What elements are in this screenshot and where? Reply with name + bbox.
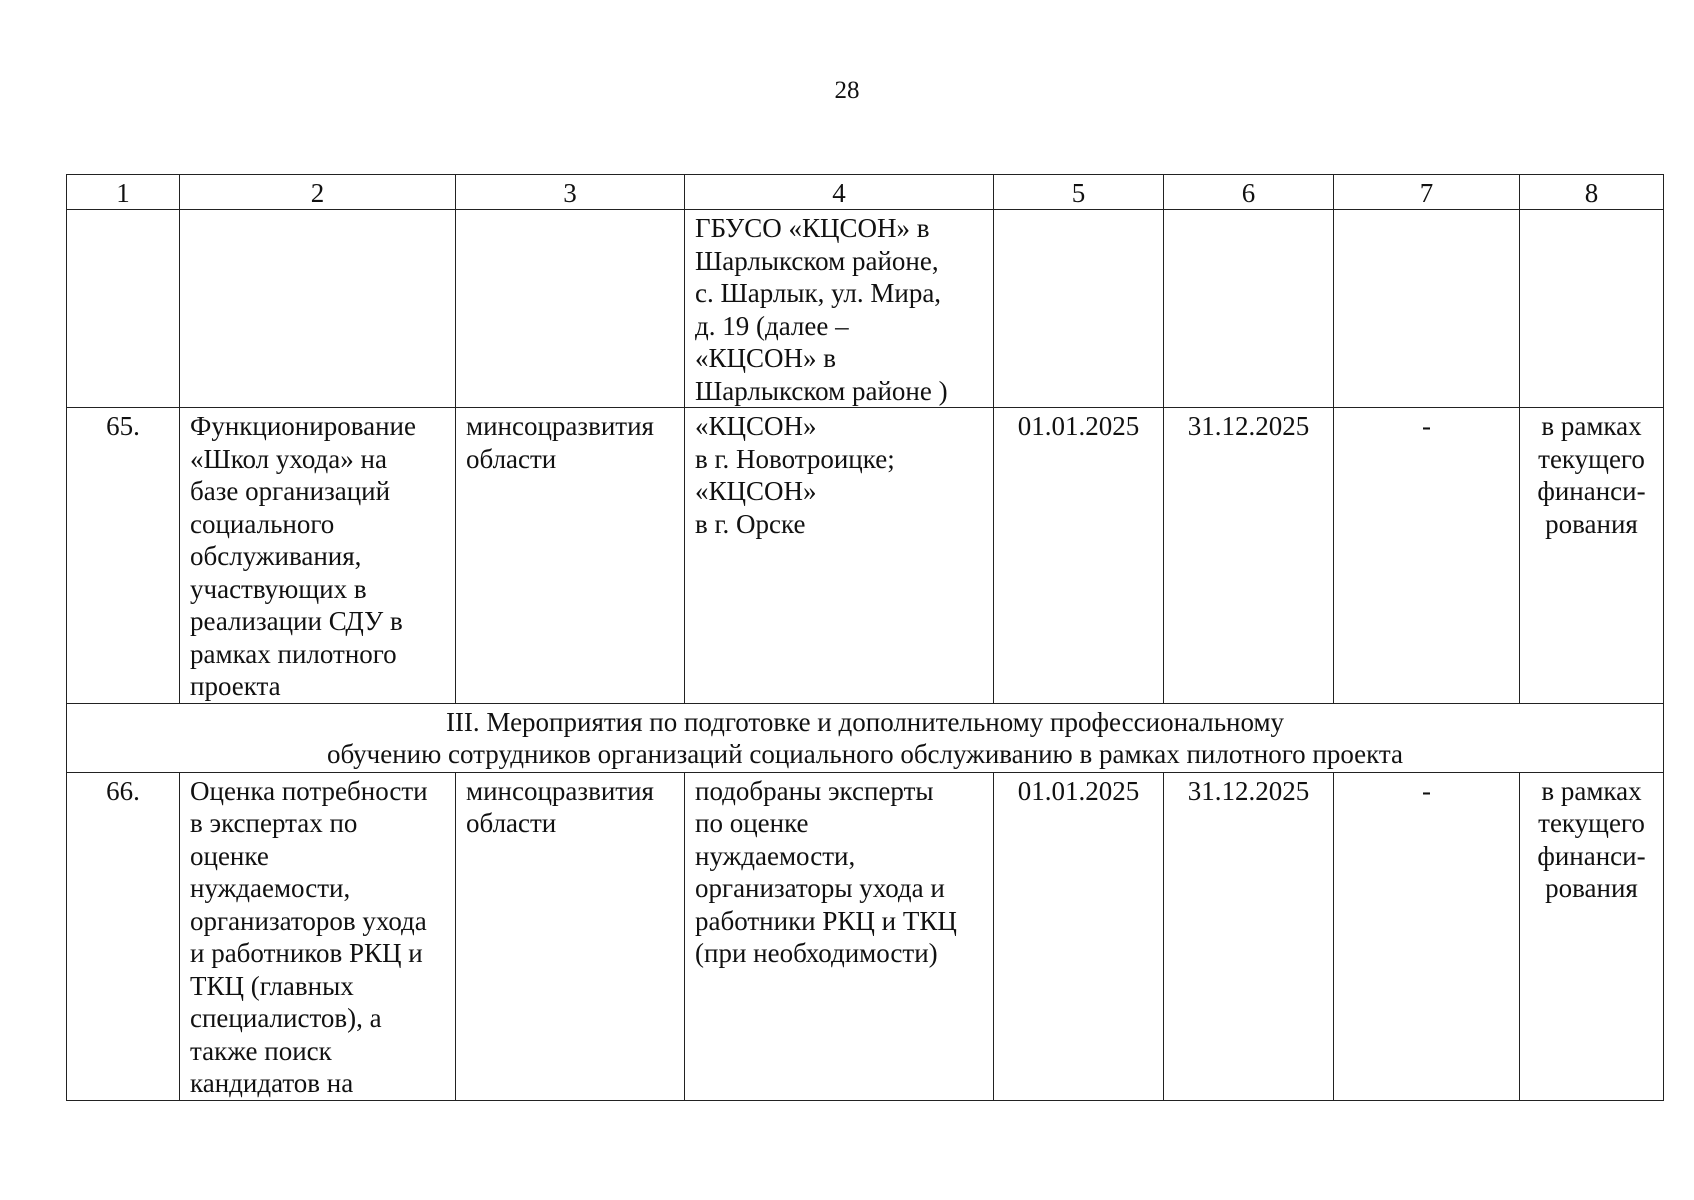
- cell-col7: -: [1334, 772, 1520, 1100]
- section-heading-row: [67, 703, 1664, 772]
- cell-funding: в рамках текущего финанси- рования: [1520, 772, 1664, 1100]
- cell-empty: [1520, 210, 1664, 408]
- header-col-5: 5: [994, 175, 1164, 210]
- header-col-8: 8: [1520, 175, 1664, 210]
- table-header-row: [67, 175, 1664, 210]
- header-col-6: 6: [1164, 175, 1334, 210]
- header-col-1: 1: [67, 175, 180, 210]
- cell-responsible: минсоцразвития области: [456, 408, 685, 704]
- cell-number: 65.: [67, 408, 180, 704]
- table-row-continuation: [67, 210, 1664, 408]
- cell-empty: [994, 210, 1164, 408]
- cell-empty: [1334, 210, 1520, 408]
- activities-table: [66, 174, 1664, 1101]
- cell-start-date: 01.01.2025: [994, 772, 1164, 1100]
- cell-result: «КЦСОН» в г. Новотроицке; «КЦСОН» в г. Орске: [685, 408, 994, 704]
- cell-end-date: 31.12.2025: [1164, 772, 1334, 1100]
- cell-empty: [180, 210, 456, 408]
- table-row-66: [67, 772, 1664, 1100]
- section-title: III. Мероприятия по подготовке и дополнительному профессиональному обучению сотрудников организаций социального обслуживанию в рамках пилотного проекта: [67, 703, 1664, 772]
- cell-funding: в рамках текущего финанси- рования: [1520, 408, 1664, 704]
- header-col-3: 3: [456, 175, 685, 210]
- cell-responsible: минсоцразвития области: [456, 772, 685, 1100]
- cell-empty: [456, 210, 685, 408]
- cell-empty: [1164, 210, 1334, 408]
- cell-result: ГБУСО «КЦСОН» в Шарлыкском районе, с. Шарлык, ул. Мира, д. 19 (далее – «КЦСОН» в Шарлыкском районе ): [685, 210, 994, 408]
- cell-result: подобраны эксперты по оценке нуждаемости, организаторы ухода и работники РКЦ и ТКЦ (при необходимости): [685, 772, 994, 1100]
- cell-col7: -: [1334, 408, 1520, 704]
- header-col-4: 4: [685, 175, 994, 210]
- table-row-65: [67, 408, 1664, 704]
- cell-activity: Оценка потребности в экспертах по оценке нуждаемости, организаторов ухода и работников РКЦ и ТКЦ (главных специалистов), а также поиск кандидатов на: [180, 772, 456, 1100]
- cell-activity: Функционирование «Школ ухода» на базе организаций социального обслуживания, участвующих в реализации СДУ в рамках пилотного проекта: [180, 408, 456, 704]
- cell-end-date: 31.12.2025: [1164, 408, 1334, 704]
- cell-empty: [67, 210, 180, 408]
- cell-start-date: 01.01.2025: [994, 408, 1164, 704]
- header-col-7: 7: [1334, 175, 1520, 210]
- cell-number: 66.: [67, 772, 180, 1100]
- page-number: 28: [834, 77, 860, 104]
- header-col-2: 2: [180, 175, 456, 210]
